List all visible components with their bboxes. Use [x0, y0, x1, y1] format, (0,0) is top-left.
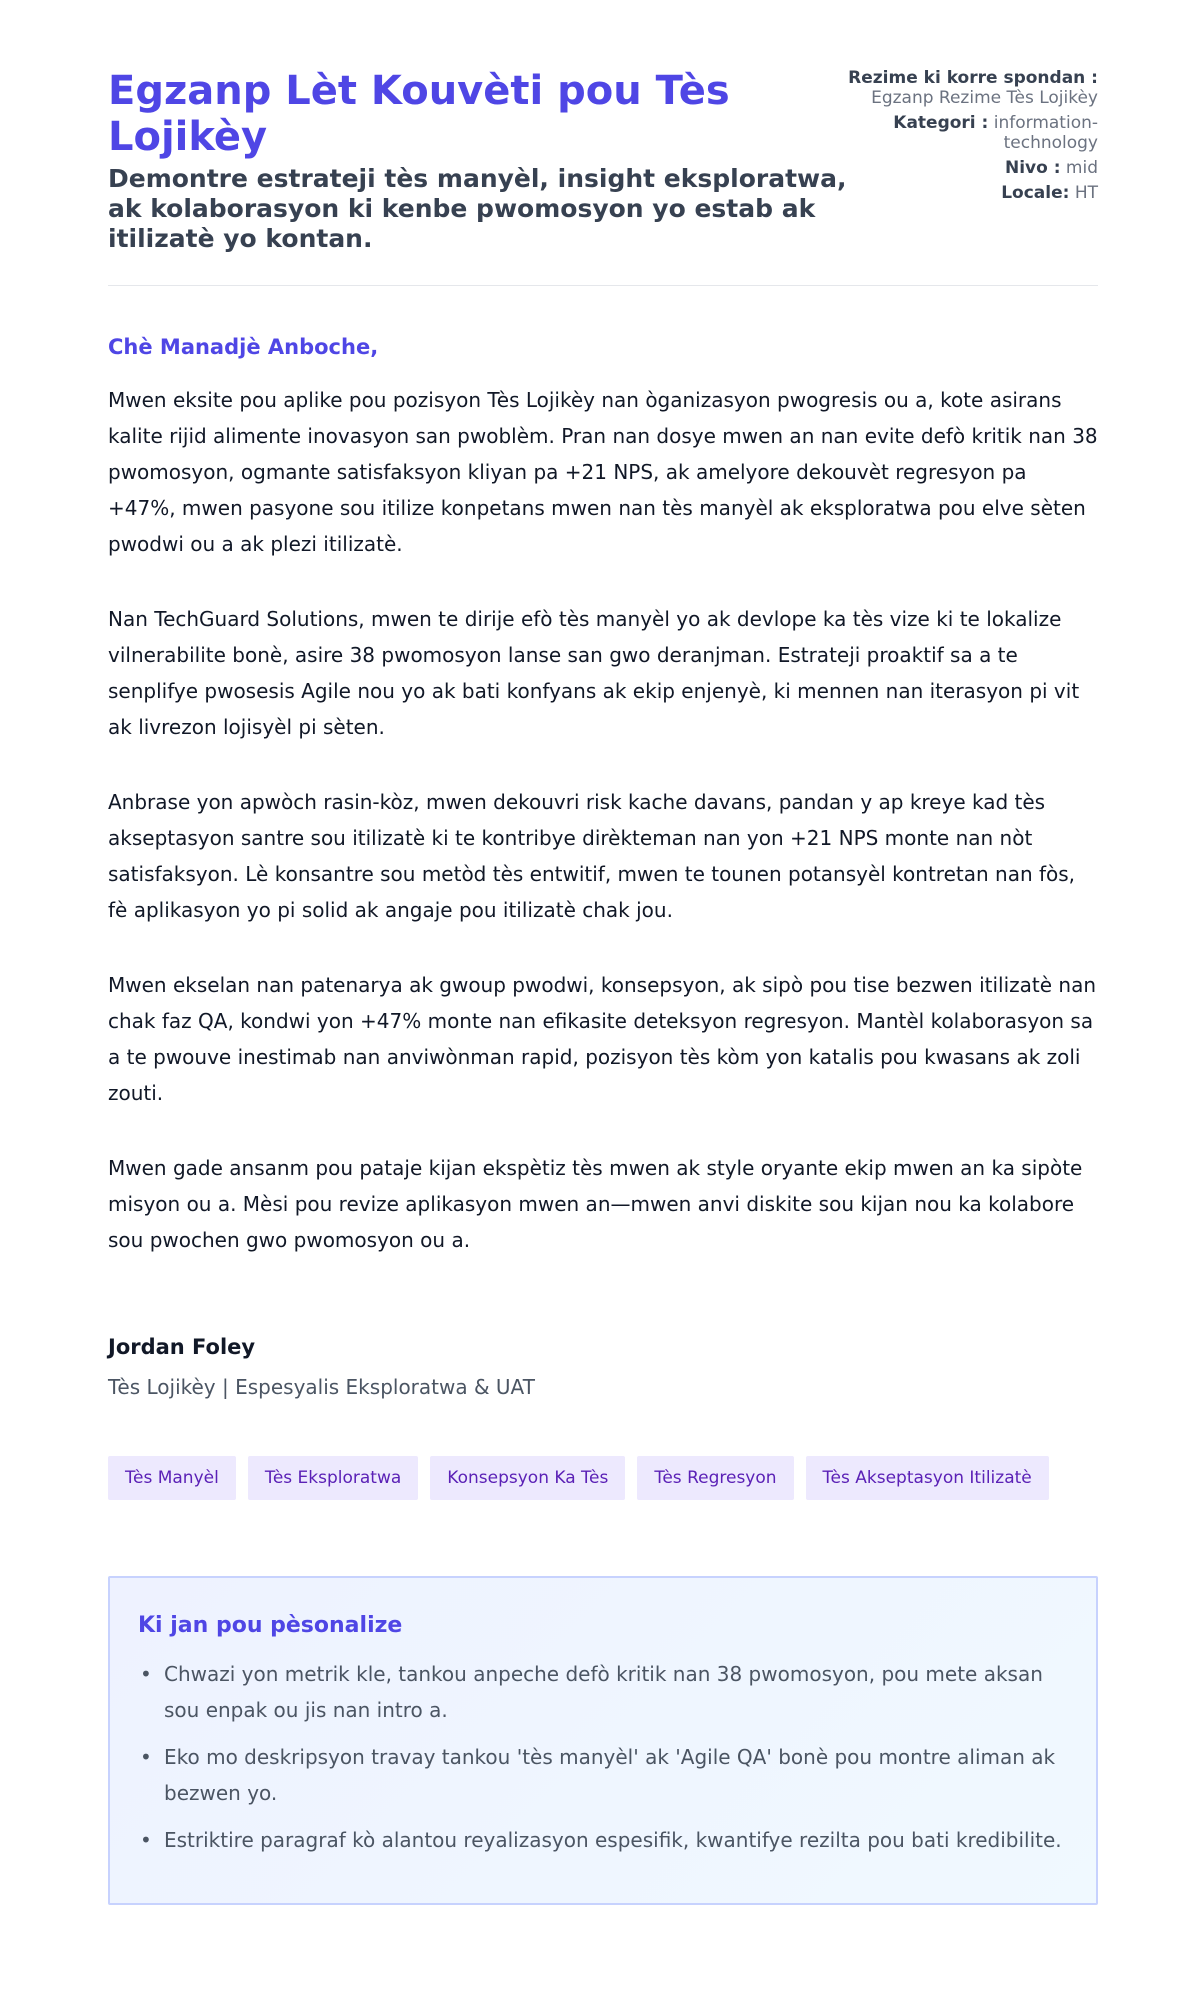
- skill-tag: Tès Akseptasyon Itilizatè: [806, 1456, 1049, 1500]
- skill-tag: Tès Regresyon: [637, 1456, 793, 1500]
- meta-category: [828, 113, 1098, 153]
- body-paragraph: Mwen gade ansanm pou pataje kijan ekspètiz tès mwen ak style oryante ekip mwen an ka sipòte misyon ou a. Mèsi pou revize aplikasyon mwen an—mwen anvi diskite sou kijan nou ka kolabore sou pwochen gwo pwomosyon ou a.: [108, 1156, 1083, 1252]
- signature-name: Jordan Foley: [108, 1335, 256, 1359]
- page-title: Egzanp Lèt Kouvèti pou Tès Lojikèy: [108, 68, 730, 160]
- page-subtitle: Demontre estrateji tès manyèl, insight eksploratwa, ak kolaborasyon ki kenbe pwomosyon yo estab ak itilizatè yo kontan.: [108, 164, 847, 253]
- tips-item: • Estriktire paragraf kò alantou reyalizasyon espesifik, kwantifye rezilta pou bati kredibilite.: [138, 1822, 1066, 1858]
- meta-locale-label: Locale:: [1001, 183, 1070, 203]
- meta-summary: [828, 68, 1098, 108]
- meta-locale: [828, 183, 1098, 203]
- letter-body: [108, 382, 1098, 1258]
- metadata-panel: [828, 68, 1098, 208]
- title-block: [108, 68, 868, 254]
- meta-locale-value: HT: [1074, 183, 1098, 203]
- meta-category-label: Kategori :: [893, 113, 989, 133]
- signature-block: [108, 1334, 1098, 1400]
- meta-level: [828, 158, 1098, 178]
- customization-tips-box: [108, 1576, 1098, 1905]
- skill-tags: [108, 1456, 1098, 1500]
- body-paragraph: Mwen eksite pou aplike pou pozisyon Tès Lojikèy nan òganizasyon pwogresis ou a, kote asirans kalite rijid alimente inovasyon san pwoblèm. Pran nan dosye mwen an nan evite defò kritik nan 38 pwomosyon, ogmante satisfaksyon kliyan pa +21 NPS, ak amelyore dekouvèt regresyon pa +47%, mwen pasyone sou itilize konpetans mwen nan tès manyèl ak eksploratwa pou elve sèten pwodwi ou a ak plezi itilizatè.: [108, 388, 1098, 556]
- meta-summary-value: Egzanp Rezime Tès Lojikèy: [871, 88, 1098, 108]
- signature-title: Tès Lojikèy | Espesyalis Eksploratwa & UAT: [108, 1375, 535, 1399]
- meta-level-value: mid: [1065, 158, 1098, 178]
- body-paragraph: Nan TechGuard Solutions, mwen te dirije efò tès manyèl yo ak devlope ka tès vize ki te lokalize vilnerabilite bonè, asire 38 pwomosyon lanse san gwo deranjman. Estrateji proaktif sa a te senplifye pwosesis Agile nou yo ak bati konfyans ak ekip enjenyè, ki mennen nan iterasyon pi vit ak livrezon lojisyèl pi sèten.: [108, 607, 1080, 739]
- skill-tag: Konsepsyon Ka Tès: [430, 1456, 625, 1500]
- meta-category-value: information-technology: [993, 113, 1098, 153]
- meta-summary-label: Rezime ki korre spondan :: [848, 68, 1098, 88]
- body-paragraph: Anbrase yon apwòch rasin-kòz, mwen dekouvri risk kache davans, pandan y ap kreye kad tès akseptasyon santre sou itilizatè ki te kontribye dirèkteman nan yon +21 NPS monte nan nòt satisfaksyon. Lè konsantre sou metòd tès entwitif, mwen te tounen potansyèl kontretan nan fòs, fè aplikasyon yo pi solid ak angaje pou itilizatè chak jou.: [108, 790, 1076, 922]
- meta-level-label: Nivo :: [1004, 158, 1061, 178]
- salutation: Chè Manadjè Anboche,: [108, 335, 379, 359]
- skill-tag: Tès Eksploratwa: [248, 1456, 418, 1500]
- cover-letter-page: [108, 68, 1098, 1905]
- document-header: [108, 68, 1098, 286]
- tips-item: • Eko mo deskripsyon travay tankou 'tès manyèl' ak 'Agile QA' bonè pou montre aliman ak bezwen yo.: [138, 1739, 1066, 1811]
- tips-list: [138, 1656, 1066, 1858]
- header-divider: [108, 285, 1098, 286]
- tips-item: • Chwazi yon metrik kle, tankou anpeche defò kritik nan 38 pwomosyon, pou mete aksan sou enpak ou jis nan intro a.: [138, 1656, 1066, 1728]
- skill-tag: Tès Manyèl: [108, 1456, 236, 1500]
- body-paragraph: Mwen ekselan nan patenarya ak gwoup pwodwi, konsepsyon, ak sipò pou tise bezwen itilizatè nan chak faz QA, kondwi yon +47% monte nan efikasite deteksyon regresyon. Mantèl kolaborasyon sa a te pwouve inestimab nan anviwònman rapid, pozisyon tès kòm yon katalis pou kwasans ak zoli zouti.: [108, 973, 1097, 1105]
- tips-title: Ki jan pou pèsonalize: [138, 1613, 403, 1638]
